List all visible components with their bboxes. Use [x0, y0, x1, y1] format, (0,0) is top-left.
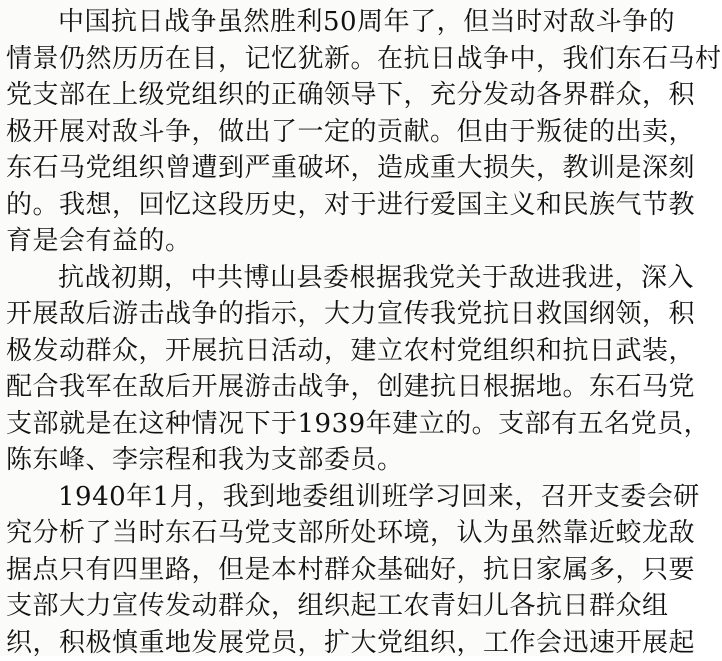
text-line: 东石马党组织曾遭到严重破坏，造成重大损失，教训是深刻 [6, 150, 634, 187]
text-line: 抗战初期，中共博山县委根据我党关于敌进我进，深入 [6, 260, 634, 297]
text-line: 据点只有四里路，但是本村群众基础好，抗日家属多，只要 [6, 552, 634, 589]
text-line: 织，积极慎重地发展党员，扩大党组织，工作会迅速开展起 [6, 625, 634, 661]
text-line: 开展敌后游击战争的指示，大力宣传我党抗日救国纲领，积 [6, 296, 634, 333]
text-line: 支部就是在这种情况下于1939年建立的。支部有五名党员， [6, 406, 634, 443]
text-line: 支部大力宣传发动群众，组织起工农青妇儿各抗日群众组 [6, 588, 634, 625]
text-line: 极发动群众，开展抗日活动，建立农村党组织和抗日武装， [6, 333, 634, 370]
text-line: 中国抗日战争虽然胜利50周年了，但当时对敌斗争的 [6, 4, 634, 41]
text-line: 极开展对敌斗争，做出了一定的贡献。但由于叛徒的出卖， [6, 114, 634, 151]
text-line: 情景仍然历历在目，记忆犹新。在抗日战争中，我们东石马村 [6, 41, 634, 78]
text-line: 1940年1月，我到地委组训班学习回来，召开支委会研 [6, 479, 634, 516]
text-line: 究分析了当时东石马党支部所处环境，认为虽然靠近蛟龙敌 [6, 515, 634, 552]
text-line: 陈东峰、李宗程和我为支部委员。 [6, 442, 634, 479]
text-line: 配合我军在敌后开展游击战争，创建抗日根据地。东石马党 [6, 369, 634, 406]
text-line: 的。我想，回忆这段历史，对于进行爱国主义和民族气节教 [6, 187, 634, 224]
text-line: 育是会有益的。 [6, 223, 634, 260]
document-body [6, 4, 634, 661]
text-line: 党支部在上级党组织的正确领导下，充分发动各界群众，积 [6, 77, 634, 114]
